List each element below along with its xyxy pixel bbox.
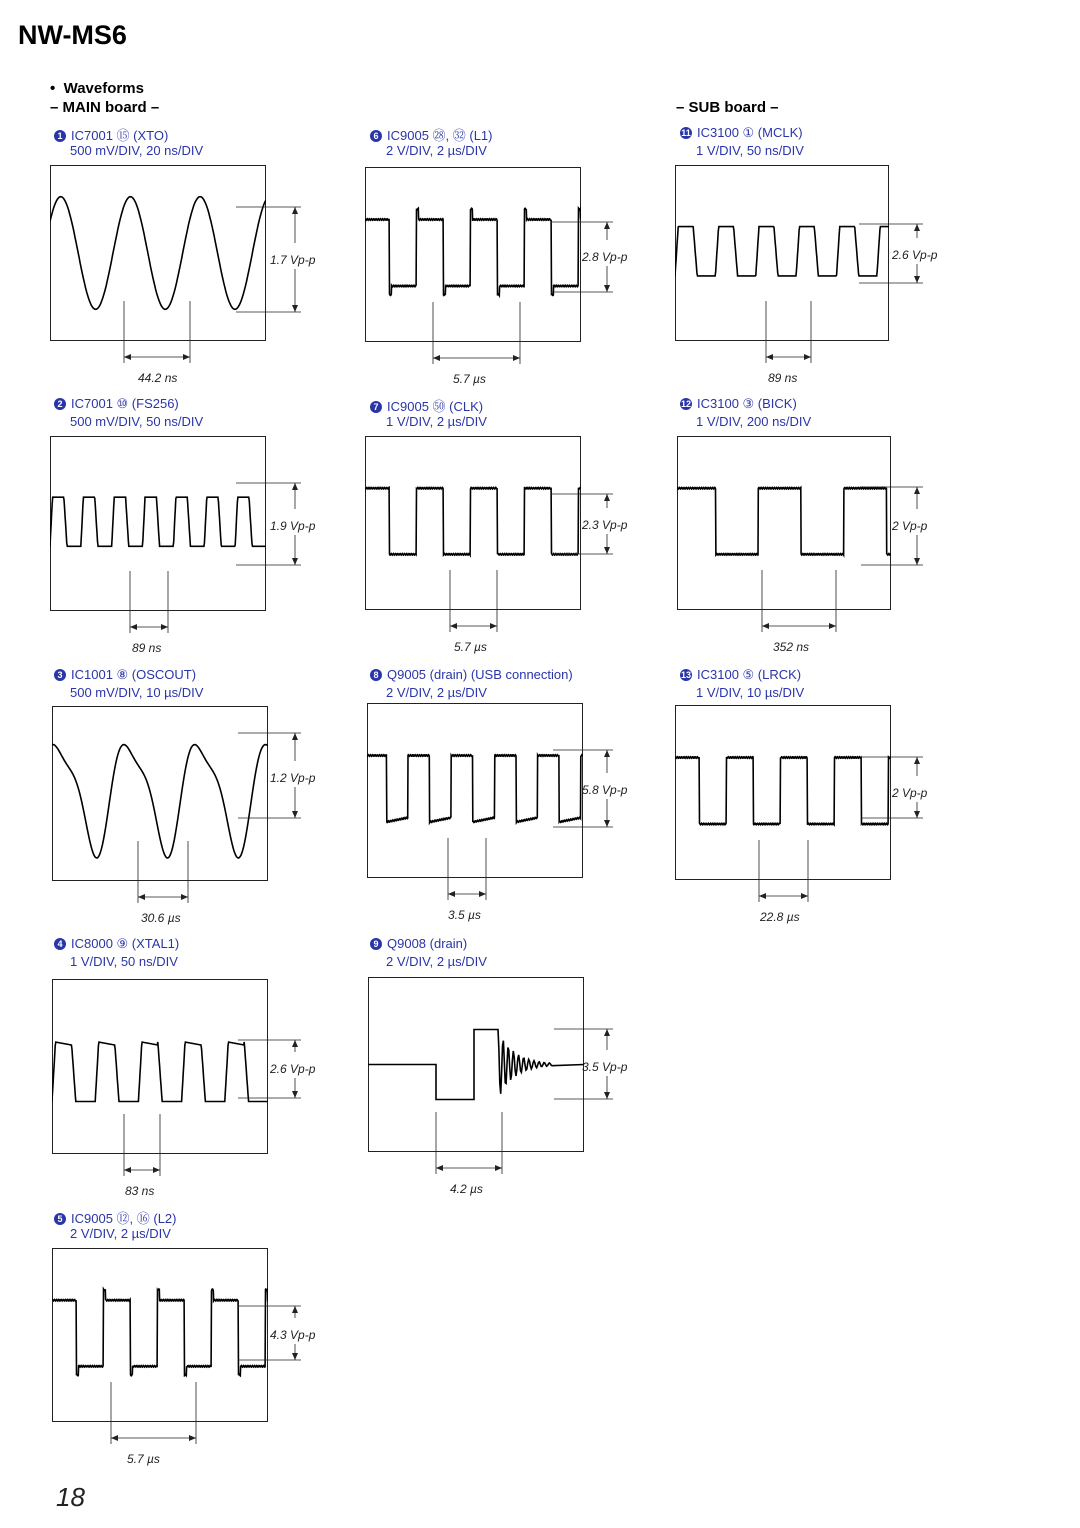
period-arrow	[804, 354, 811, 360]
section-title	[50, 80, 144, 97]
waveform-trace-svg	[368, 977, 584, 1152]
section-title-text: Waveforms	[63, 80, 144, 97]
waveform-number-badge: 8	[370, 669, 382, 681]
screen-frame	[366, 168, 581, 342]
period-arrow	[189, 1435, 196, 1441]
oscilloscope-screen	[365, 167, 581, 342]
model-name: NW-MS6	[18, 20, 127, 50]
waveform-trace	[52, 1042, 268, 1102]
waveform-trace-svg	[367, 703, 583, 878]
period-arrow	[153, 1167, 160, 1173]
period-arrow	[433, 355, 440, 361]
waveform-probe-label: IC9005 ⑫, ⑯ (L2)	[71, 1211, 177, 1226]
waveform-probe-label: IC3100 ⑤ (LRCK)	[697, 667, 802, 682]
amplitude-arrow	[292, 1040, 298, 1047]
waveform-trace	[50, 197, 266, 310]
waveform-trace	[675, 227, 889, 276]
amplitude-arrow	[604, 494, 610, 501]
amplitude-label: 2.3 Vp-p	[582, 518, 628, 532]
oscilloscope-screen	[367, 703, 583, 878]
waveform-number-badge: 3	[54, 669, 66, 681]
period-arrow	[124, 354, 131, 360]
waveform-trace	[675, 757, 891, 825]
period-arrow	[183, 354, 190, 360]
amplitude-label: 2 Vp-p	[892, 786, 928, 800]
period-label: 3.5 µs	[448, 908, 481, 922]
waveform-number-badge: 2	[54, 398, 66, 410]
waveform-settings: 1 V/DIV, 200 ns/DIV	[696, 414, 812, 429]
waveform-label	[370, 667, 573, 682]
period-arrow	[436, 1165, 443, 1171]
period-label: 4.2 µs	[450, 1182, 483, 1196]
oscilloscope-screen	[50, 165, 266, 341]
screen-frame	[366, 437, 581, 610]
amplitude-arrow	[292, 558, 298, 565]
amplitude-arrow	[914, 811, 920, 818]
period-label: 22.8 µs	[760, 910, 800, 924]
waveform-label	[680, 667, 801, 683]
waveform-label	[54, 125, 168, 144]
period-arrow	[448, 891, 455, 897]
screen-frame	[676, 706, 891, 880]
amplitude-label: 2.8 Vp-p	[582, 250, 628, 264]
period-arrow	[801, 893, 808, 899]
period-arrow	[766, 354, 773, 360]
waveform-number-badge: 11	[681, 128, 691, 138]
amplitude-arrow	[914, 276, 920, 283]
waveform-trace-svg	[677, 436, 891, 610]
waveform-trace	[368, 1030, 584, 1100]
sub-board-heading: – SUB board –	[676, 99, 779, 116]
screen-frame	[678, 437, 891, 610]
page-number: 18	[56, 1482, 85, 1512]
waveform-label	[370, 936, 467, 951]
period-arrow	[490, 623, 497, 629]
waveform-settings: 2 V/DIV, 2 µs/DIV	[386, 954, 487, 969]
amplitude-arrow	[604, 750, 610, 757]
waveform-number-badge: 9	[370, 938, 382, 950]
period-arrow	[495, 1165, 502, 1171]
period-arrow	[829, 623, 836, 629]
amplitude-arrow	[604, 547, 610, 554]
waveform-trace-svg	[675, 705, 891, 880]
amplitude-arrow	[292, 483, 298, 490]
oscilloscope-screen	[365, 436, 581, 610]
waveform-trace-svg	[675, 165, 889, 341]
amplitude-label: 4.3 Vp-p	[270, 1328, 316, 1342]
bullet: •	[50, 80, 56, 97]
amplitude-arrow	[604, 222, 610, 229]
waveform-number-badge: 4	[54, 938, 66, 950]
waveform-trace	[367, 755, 583, 823]
waveform-settings: 500 mV/DIV, 20 ns/DIV	[70, 143, 204, 158]
amplitude-label: 1.9 Vp-p	[270, 519, 316, 533]
amplitude-arrow	[292, 305, 298, 312]
waveform-label	[680, 125, 803, 141]
amplitude-arrow	[914, 757, 920, 764]
waveform-trace	[52, 1289, 268, 1376]
waveform-label	[54, 396, 179, 412]
waveform-trace-svg	[365, 436, 581, 610]
waveform-trace	[52, 745, 268, 858]
oscilloscope-screen	[52, 706, 268, 881]
waveform-label	[54, 1208, 177, 1227]
amplitude-label: 2 Vp-p	[892, 519, 928, 533]
amplitude-arrow	[604, 1092, 610, 1099]
oscilloscope-screen	[50, 436, 266, 611]
period-label: 5.7 µs	[127, 1452, 160, 1466]
waveform-settings: 1 V/DIV, 50 ns/DIV	[70, 954, 178, 969]
amplitude-label: 2.6 Vp-p	[892, 248, 938, 262]
amplitude-arrow	[292, 1306, 298, 1313]
waveform-number-badge: 7	[370, 401, 382, 413]
period-arrow	[479, 891, 486, 897]
waveform-probe-label: IC3100 ③ (BICK)	[697, 396, 797, 411]
period-label: 5.7 µs	[454, 640, 487, 654]
oscilloscope-screen	[675, 705, 891, 880]
period-arrow	[513, 355, 520, 361]
waveform-label	[54, 936, 179, 952]
waveform-number-badge: 6	[370, 130, 382, 142]
period-arrow	[161, 624, 168, 630]
waveform-probe-label: IC7001 ⑩ (FS256)	[71, 396, 179, 411]
waveform-label	[370, 396, 483, 415]
amplitude-label: 2.6 Vp-p	[270, 1062, 316, 1076]
amplitude-label: 3.5 Vp-p	[582, 1060, 628, 1074]
waveform-trace	[365, 487, 581, 555]
waveform-label	[680, 396, 797, 412]
oscilloscope-screen	[675, 165, 889, 341]
amplitude-arrow	[604, 820, 610, 827]
waveform-trace-svg	[52, 706, 268, 881]
waveform-number-badge: 1	[54, 130, 66, 142]
screen-frame	[53, 1249, 268, 1422]
amplitude-arrow	[604, 285, 610, 292]
period-arrow	[138, 894, 145, 900]
waveform-probe-label: IC9005 ㊿ (CLK)	[387, 399, 484, 414]
amplitude-arrow	[914, 558, 920, 565]
waveform-probe-label: IC8000 ⑨ (XTAL1)	[71, 936, 180, 951]
amplitude-arrow	[292, 733, 298, 740]
period-label: 44.2 ns	[138, 371, 178, 385]
waveform-number-badge: 5	[54, 1213, 66, 1225]
waveform-probe-label: IC9005 ㉘, ㉜ (L1)	[387, 128, 493, 143]
waveform-probe-label: IC7001 ⑮ (XTO)	[71, 128, 169, 143]
oscilloscope-screen	[677, 436, 891, 610]
screen-frame	[368, 704, 583, 878]
amplitude-arrow	[604, 1029, 610, 1036]
period-label: 5.7 µs	[453, 372, 486, 386]
waveform-settings: 1 V/DIV, 50 ns/DIV	[696, 143, 804, 158]
amplitude-arrow	[914, 487, 920, 494]
waveform-trace-svg	[52, 1248, 268, 1422]
amplitude-arrow	[292, 1091, 298, 1098]
waveform-settings: 500 mV/DIV, 50 ns/DIV	[70, 414, 204, 429]
amplitude-label: 5.8 Vp-p	[582, 783, 628, 797]
waveform-number-badge: 13	[680, 670, 691, 680]
main-board-heading: – MAIN board –	[50, 99, 160, 116]
waveform-trace-svg	[50, 165, 266, 341]
waveform-trace	[677, 487, 891, 555]
amplitude-label: 1.2 Vp-p	[270, 771, 316, 785]
period-label: 352 ns	[773, 640, 810, 654]
amplitude-arrow	[292, 1353, 298, 1360]
screen-frame	[51, 166, 266, 341]
period-arrow	[181, 894, 188, 900]
period-label: 89 ns	[132, 641, 162, 655]
amplitude-arrow	[292, 207, 298, 214]
amplitude-arrow	[914, 224, 920, 231]
oscilloscope-screen	[52, 979, 268, 1154]
waveform-trace-svg	[50, 436, 266, 611]
waveform-probe-label: Q9005 (drain) (USB connection)	[387, 667, 573, 682]
oscilloscope-screen	[52, 1248, 268, 1422]
waveform-settings: 2 V/DIV, 2 µs/DIV	[386, 143, 487, 158]
waveform-probe-label: IC3100 ① (MCLK)	[697, 125, 803, 140]
waveform-trace-svg	[52, 979, 268, 1154]
period-arrow	[759, 893, 766, 899]
period-arrow	[130, 624, 137, 630]
period-arrow	[450, 623, 457, 629]
waveform-settings: 1 V/DIV, 2 µs/DIV	[386, 414, 487, 429]
waveform-settings: 500 mV/DIV, 10 µs/DIV	[70, 685, 204, 700]
period-arrow	[124, 1167, 131, 1173]
waveform-settings: 2 V/DIV, 2 µs/DIV	[386, 685, 487, 700]
period-label: 89 ns	[768, 371, 798, 385]
period-label: 30.6 µs	[141, 911, 181, 925]
amplitude-arrow	[292, 811, 298, 818]
amplitude-label: 1.7 Vp-p	[270, 253, 316, 267]
waveform-label	[370, 125, 493, 144]
waveform-settings: 1 V/DIV, 10 µs/DIV	[696, 685, 805, 700]
waveform-probe-label: IC1001 ⑧ (OSCOUT)	[71, 667, 197, 682]
waveform-settings: 2 V/DIV, 2 µs/DIV	[70, 1226, 171, 1241]
waveform-number-badge: 12	[680, 399, 691, 409]
oscilloscope-screen	[368, 977, 584, 1152]
period-label: 83 ns	[125, 1184, 155, 1198]
waveform-label	[54, 667, 196, 683]
period-arrow	[762, 623, 769, 629]
waveform-trace	[50, 497, 266, 546]
period-arrow	[111, 1435, 118, 1441]
waveform-probe-label: Q9008 (drain)	[387, 936, 468, 951]
waveform-trace	[365, 208, 581, 295]
waveform-trace-svg	[365, 167, 581, 342]
